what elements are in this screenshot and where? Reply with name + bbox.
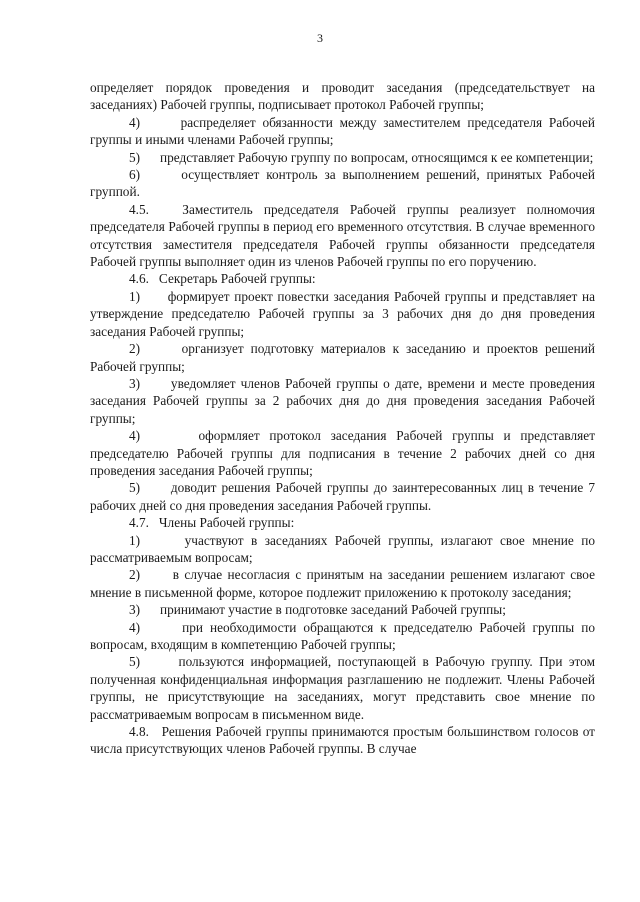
paragraph: 4.6. Секретарь Рабочей группы:: [129, 271, 316, 287]
paragraph: 5) пользуются информацией, поступающей в Рабочую группу. При этом полученная конфиденциальная информация разглашению не подлежит. Члены Рабочей группы, не присутствующие на заседаниях, могут представить свое мнение по рассматриваемым вопросам в письменном виде.: [90, 654, 595, 722]
paragraph: 6) осуществляет контроль за выполнением решений, принятых Рабочей группой.: [90, 167, 595, 200]
page-number: 3: [317, 31, 323, 45]
paragraph: 1) участвуют в заседаниях Рабочей группы, излагают свое мнение по рассматриваемым вопросам;: [90, 532, 595, 565]
paragraph: определяет порядок проведения и проводит заседания (председательствует на заседаниях) Рабочей группы, подписывает протокол Рабочей группы;: [90, 80, 595, 113]
paragraph: 3) уведомляет членов Рабочей группы о дате, времени и месте проведения заседания Рабочей группы за 2 рабочих дня до дня проведения заседания Рабочей группы;: [90, 375, 595, 426]
paragraph: 3) принимают участие в подготовке заседаний Рабочей группы;: [129, 602, 506, 618]
paragraph: 5) представляет Рабочую группу по вопросам, относящимся к ее компетенции;: [129, 149, 594, 165]
paragraph: 5) доводит решения Рабочей группы до заинтересованных лиц в течение 7 рабочих дней со дня проведения заседания Рабочей группы.: [90, 480, 595, 513]
paragraph: 2) организует подготовку материалов к заседанию и проектов решений Рабочей группы;: [90, 341, 595, 374]
paragraph: 4) распределяет обязанности между заместителем председателя Рабочей группы и иными членами Рабочей группы;: [90, 114, 595, 148]
paragraph: 1) формирует проект повестки заседания Рабочей группы и представляет на утверждение председателю Рабочей группы за 3 рабочих дня до дня проведения заседания Рабочей группы;: [90, 288, 595, 339]
paragraph: 4) при необходимости обращаются к председателю Рабочей группы по вопросам, входящим в компетенцию Рабочей группы;: [90, 619, 595, 652]
paragraph: 4.7. Члены Рабочей группы:: [129, 515, 295, 531]
paragraph: 4.5. Заместитель председателя Рабочей группы реализует полномочия председателя Рабочей группы в период его временного отсутствия. В случае временного отсутствия заместителя председателя Рабочей группы обязанности председателя Рабочей группы выполняет один из членов Рабочей группы по его поручению.: [90, 201, 595, 270]
paragraph: 2) в случае несогласия с принятым на заседании решением излагают свое мнение в письменной форме, которое подлежит приложению к протоколу заседания;: [90, 567, 595, 600]
document-body: [90, 79, 595, 758]
paragraph: 4.8. Решения Рабочей группы принимаются простым большинством голосов от числа присутствующих членов Рабочей группы. В случае: [90, 724, 595, 757]
paragraph: 4) оформляет протокол заседания Рабочей группы и представляет председателю Рабочей группы для подписания в течение 2 рабочих дней со дня проведения заседания Рабочей группы;: [90, 428, 595, 478]
